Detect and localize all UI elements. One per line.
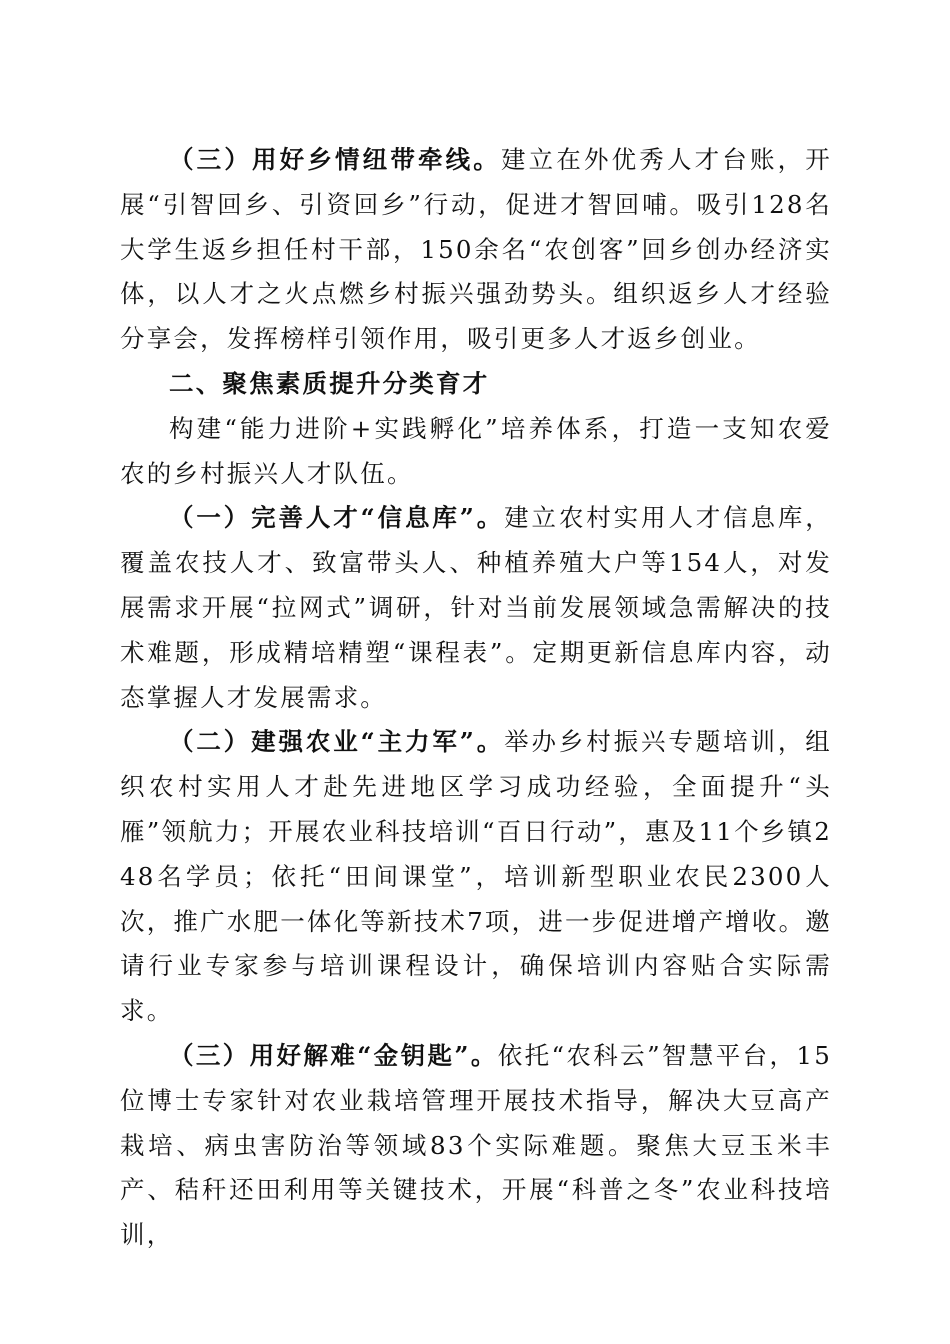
paragraph-body: 构建“能力进阶+实践孵化”培养体系，打造一支知农爱农的乡村振兴人才队伍。 — [120, 413, 832, 488]
paragraph-section-intro — [120, 407, 832, 497]
paragraph-body: 依托“农科云”智慧平台，15位博士专家针对农业栽培管理开展技术指导，解决大豆高产栽培、病虫害防治等领域83个实际难题。聚焦大豆玉米丰产、秸秆还田利用等关键技术，开展“科普之冬”农业科技培训， — [120, 1040, 832, 1250]
section-heading: 二、聚焦素质提升分类育才 — [169, 368, 490, 398]
paragraph-body: 建立在外优秀人才台账，开展“引智回乡、引资回乡”行动，促进才智回哺。吸引128名大学生返乡担任村干部，150余名“农创客”回乡创办经济实体，以人才之火点燃乡村振兴强劲势头。组织返乡人才经验分享会，发挥榜样引领作用，吸引更多人才返乡创业。 — [120, 145, 832, 354]
paragraph-lead: （三）用好解难“金钥匙”。 — [169, 1040, 498, 1070]
paragraph-talent-return — [120, 138, 832, 362]
paragraph-body: 建立农村实用人才信息库，覆盖农技人才、致富带头人、种植养殖大户等154人，对发展需求开展“拉网式”调研，针对当前发展领域急需解决的技术难题，形成精培精塑“课程表”。定期更新信息库内容，动态掌握人才发展需求。 — [120, 503, 832, 712]
paragraph-lead: （一）完善人才“信息库”。 — [169, 503, 505, 533]
paragraph-lead: （三）用好乡情纽带牵线。 — [169, 145, 501, 174]
paragraph-lead: （二）建强农业“主力军”。 — [169, 727, 505, 757]
paragraph-golden-key — [120, 1034, 832, 1258]
paragraph-main-force — [120, 720, 832, 1034]
paragraph-body: 举办乡村振兴专题培训，组织农村实用人才赴先进地区学习成功经验，全面提升“头雁”领航力；开展农业科技培训“百日行动”，惠及11个乡镇248名学员；依托“田间课堂”，培训新型职业农民2300人次，推广水肥一体化等新技术7项，进一步促进增产增收。邀请行业专家参与培训课程设计，确保培训内容贴合实际需求。 — [120, 727, 832, 1026]
paragraph-info-database — [120, 496, 832, 720]
document-page — [120, 138, 832, 1258]
